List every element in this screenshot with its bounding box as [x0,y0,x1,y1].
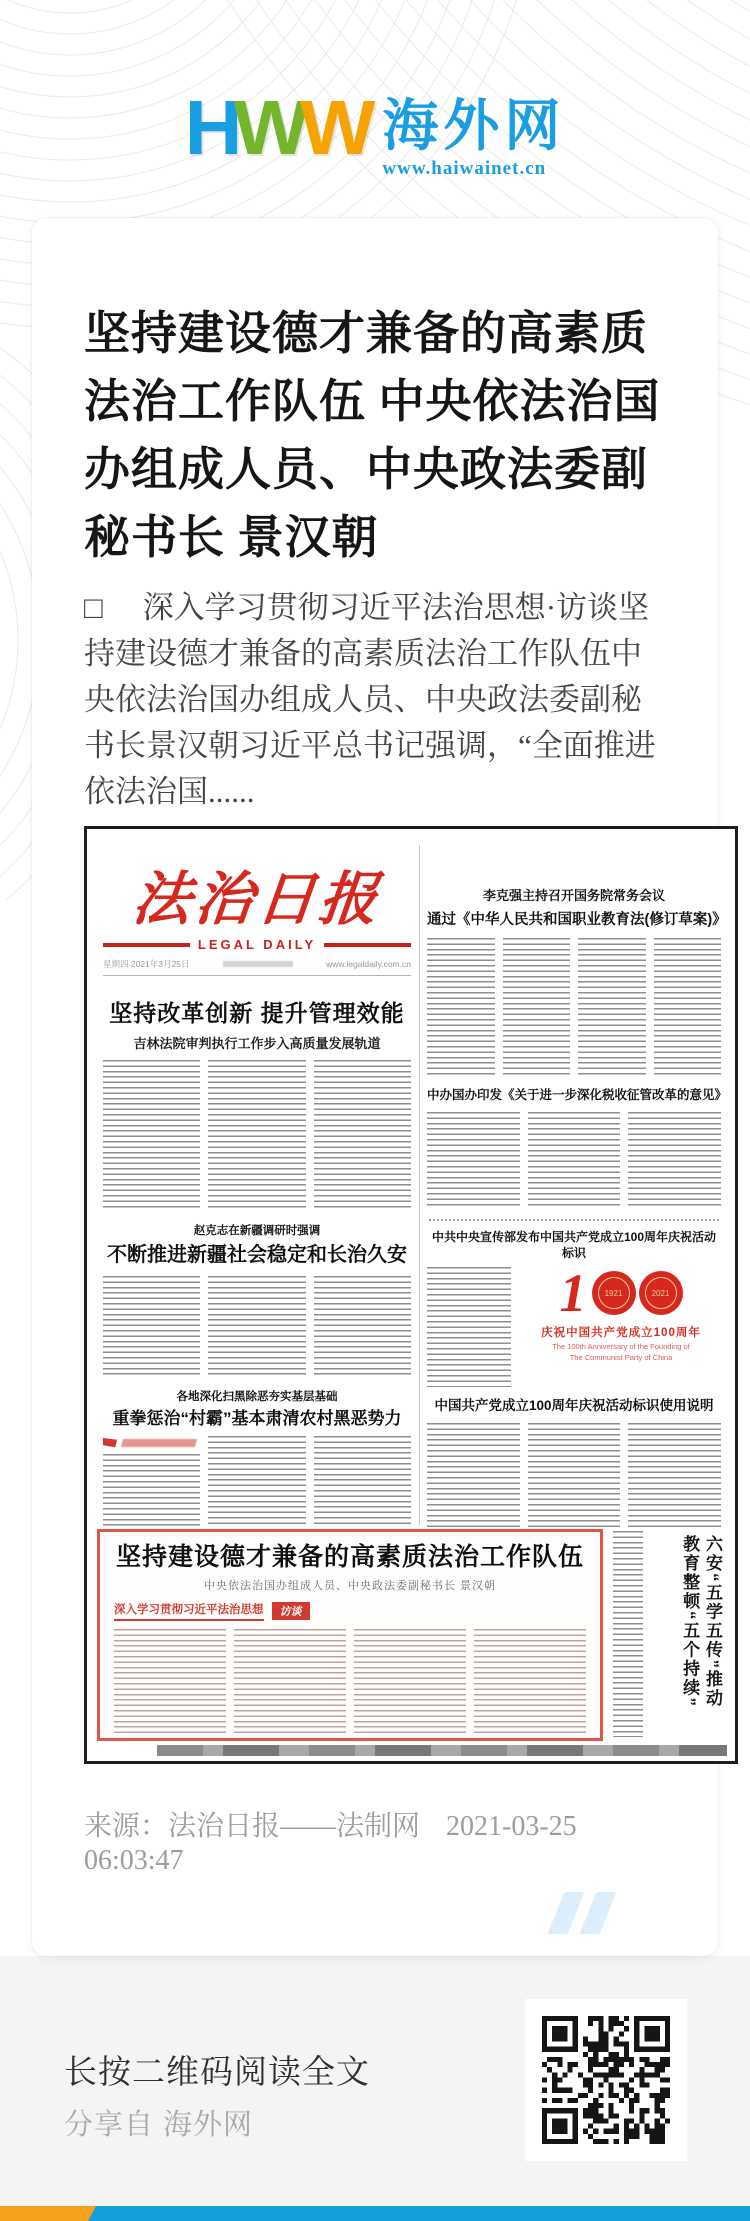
newspaper-issue-blur [223,961,293,967]
newspaper-masthead: 法治日报 [129,867,385,932]
logo-letter-w1: W [233,84,300,171]
masthead-bar-right [324,943,411,947]
dotted-divider [429,1219,719,1221]
feature-headline: 坚持建设德才兼备的高素质法治工作队伍 [115,1543,584,1571]
cpc-100-number [559,1263,683,1323]
simulated-text-block [103,1436,411,1526]
quote-slashes-decoration [84,1892,666,1936]
masthead-en-text: LEGAL DAILY [197,937,317,952]
anniversary-logo-row [427,1263,721,1387]
np-left-subhead-1: 吉林法院审判执行工作步入高质量发展轨道 [133,1036,381,1051]
np-left-headline-1: 坚持改革创新 提升管理效能 [109,1000,405,1026]
masthead-bar-left [103,943,190,947]
np-right-headline-4: 中国共产党成立100周年庆祝活动标识使用说明 [434,1398,714,1413]
vertical-headline-section [613,1531,723,1737]
newspaper-right-column [427,885,728,1531]
site-url: www.haiwainet.cn [382,158,547,179]
share-attribution: 分享自 海外网 [64,2109,254,2141]
newspaper-image[interactable] [84,826,738,1764]
cpc-100-logo [521,1263,721,1387]
simulated-text-block [427,938,721,1075]
simulated-text-block [427,1112,721,1209]
summary-text: 深入学习贯彻习近平法治思想·访谈坚持建设德才兼备的高素质法治工作队伍中央依法治国办组成人员、中央政法委副秘书长景汉朝习近平总书记强调，“全面推进依法治国...... [84,590,656,809]
newspaper-left-column [103,851,411,1526]
share-footer [0,1956,750,2206]
timestamp: 2021-03-25 06:03:47 [84,1811,577,1876]
anniversary-caption-en: The 100th Anniversary of the Founding of The Communist Party of China [552,1342,690,1362]
newspaper-footer-bar [157,1745,727,1756]
article-summary [84,585,666,815]
bottom-stripe [0,2206,750,2221]
newspaper-masthead-english [103,937,411,952]
logo-text-block [382,96,565,180]
feature-series-label: 深入学习贯彻习近平法治思想 访谈 [114,1601,586,1621]
feature-article-box [97,1529,603,1741]
qr-code[interactable] [525,1999,687,2161]
simulated-text-block [103,1060,411,1210]
red-flag-icon [103,1438,117,1448]
simulated-text-block [613,1531,643,1737]
interview-badge: 访谈 [272,1602,310,1620]
source-label: 来源：法治日报——法制网 [84,1811,421,1842]
source-line [84,1810,666,1878]
np-right-headline-2: 中办国办印发《关于进一步深化税收征管改革的意见》 [427,1088,728,1102]
vertical-headline: 六安“五学五传”推动 教育整顿“五个持续” [680,1535,722,1708]
np-right-headline-1: 通过《中华人民共和国职业教育法(修订草案)》 [427,912,727,928]
article-title: 坚持建设德才兼备的高素质法治工作队伍 中央依法治国办组成人员、中央政法委副秘书长 景汉朝 [84,308,661,563]
feature-subtitle: 中央依法治国办组成人员、中央政法委副秘书长 景汉朝 [203,1580,497,1592]
qr-cta-text: 长按二维码阅读全文 [64,2053,370,2090]
simulated-text-block [103,1276,411,1376]
logo-zero-1921: 1921 [592,1271,636,1315]
red-flag-label [103,1436,200,1450]
newspaper-date: 星期四 2021年3月25日 [103,959,190,969]
np-left-headline-3: 重拳惩治“村霸”基本肃清农村黑恶势力 [112,1409,402,1428]
newspaper-column-rule [419,845,420,1525]
anniversary-caption-cn: 庆祝中国共产党成立100周年 [541,1327,701,1339]
logo-zero-2021: 2021 [639,1271,683,1315]
newspaper-site: www.legaldaily.com.cn [326,959,411,969]
np-left-kicker-3: 各地深化扫黑除恶夯实基层基础 [176,1391,338,1403]
newspaper-info-row [103,958,411,976]
bottom-stripe-orange [0,2206,100,2221]
simulated-text-block [114,1629,586,1737]
hww-logo-letters [184,84,367,171]
simulated-text-block [427,1423,721,1531]
site-name: 海外网 [382,94,566,157]
logo-letter-h: H [184,84,234,171]
np-left-kicker-2: 赵克志在新疆调研时强调 [193,1225,321,1237]
logo-digit-1: 1 [559,1263,587,1323]
article-card [32,218,728,1956]
red-script-blur [121,1439,197,1447]
logo-letter-w2: W [299,84,367,171]
summary-marker: □ [84,590,103,625]
np-right-headline-3: 中共中央宣传部发布中国共产党成立100周年庆祝活动标识 [431,1230,717,1260]
simulated-text-block [427,1267,511,1387]
np-right-kicker-1: 李克强主持召开国务院常务会议 [482,888,665,903]
site-logo[interactable] [0,0,750,218]
np-left-headline-2: 不断推进新疆社会稳定和长治久安 [107,1244,407,1266]
